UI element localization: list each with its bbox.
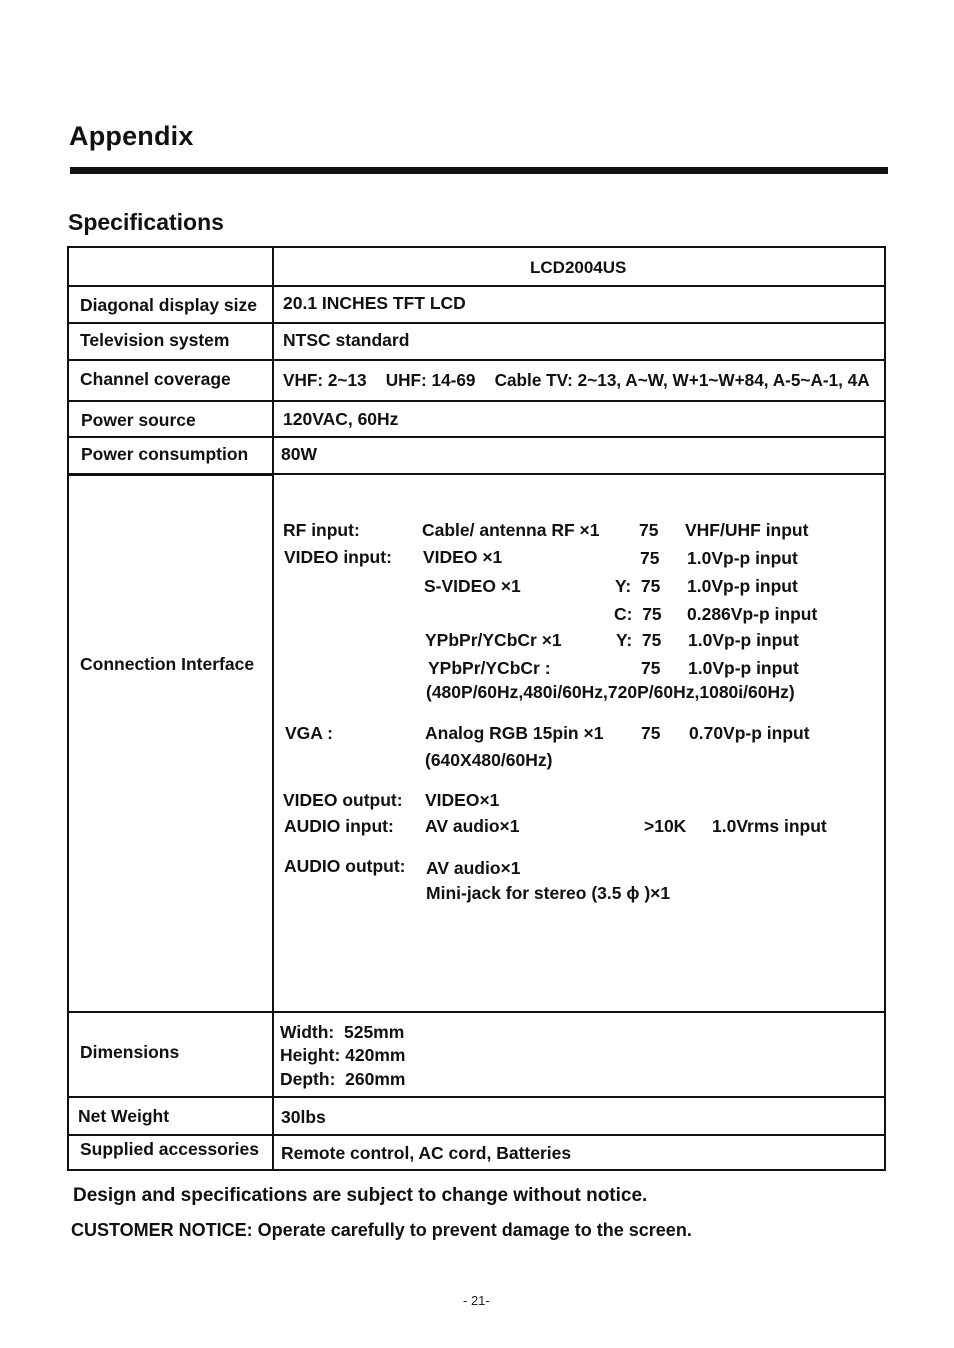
audio-output-label: AUDIO output: — [284, 856, 406, 876]
page-number: - 21- — [463, 1293, 490, 1308]
row-divider — [69, 1011, 884, 1013]
row-label-power-consumption: Power consumption — [81, 444, 249, 464]
row-divider — [69, 436, 884, 438]
video-input-desc: 1.0Vp-p input — [687, 548, 798, 568]
row-label-net-weight: Net Weight — [78, 1106, 170, 1126]
title-divider — [70, 167, 888, 174]
video-input-label: VIDEO input: — [284, 547, 392, 567]
ypbpr-spec-1: YPbPr/YCbCr ×1 — [425, 630, 562, 650]
svideo-c: C: 75 — [614, 604, 662, 624]
row-value-net-weight: 30lbs — [281, 1107, 326, 1127]
row-divider — [69, 285, 884, 287]
specifications-table — [67, 246, 886, 1171]
row-divider — [69, 400, 884, 402]
row-label-diagonal: Diagonal display size — [80, 295, 257, 315]
vga-spec: Analog RGB 15pin ×1 — [425, 723, 604, 743]
audio-input-label: AUDIO input: — [284, 816, 394, 836]
ypbpr-spec-2: YPbPr/YCbCr : — [428, 658, 551, 678]
video-output-spec: VIDEO×1 — [425, 790, 500, 810]
vga-mode: (640X480/60Hz) — [425, 750, 553, 770]
row-value-channel: VHF: 2~13 UHF: 14-69 Cable TV: 2~13, A~W, W+1~W+84, A-5~A-1, 4A — [283, 370, 870, 390]
row-label-channel: Channel coverage — [80, 369, 231, 389]
model-header: LCD2004US — [530, 258, 627, 277]
row-label-dimensions: Dimensions — [80, 1042, 180, 1062]
row-label-connection: Connection Interface — [80, 654, 255, 674]
svideo-y: Y: 75 — [615, 576, 661, 596]
column-divider — [272, 248, 274, 1169]
rf-input-desc: VHF/UHF input — [685, 520, 809, 540]
vga-ohm: 75 — [641, 723, 661, 743]
audio-input-desc: 1.0Vrms input — [712, 816, 827, 836]
page-title: Appendix — [69, 121, 194, 151]
rf-input-spec: Cable/ antenna RF ×1 — [422, 520, 600, 540]
dimension-height: Height: 420mm — [280, 1045, 406, 1065]
audio-input-spec: AV audio×1 — [425, 816, 520, 836]
svideo-c-desc: 0.286Vp-p input — [687, 604, 818, 624]
row-label-power-source: Power source — [81, 410, 196, 430]
row-label-tv-system: Television system — [80, 330, 230, 350]
audio-input-impedance: >10K — [644, 816, 687, 836]
rf-input-ohm: 75 — [639, 520, 659, 540]
row-label-accessories: Supplied accessories — [80, 1139, 259, 1159]
customer-notice: CUSTOMER NOTICE: Operate carefully to prevent damage to the screen. — [71, 1220, 692, 1240]
design-notice: Design and specifications are subject to change without notice. — [73, 1185, 648, 1206]
ypbpr-desc-1: 1.0Vp-p input — [688, 630, 799, 650]
audio-output-spec: AV audio×1 — [426, 858, 521, 878]
row-divider — [69, 1096, 884, 1098]
row-value-diagonal: 20.1 INCHES TFT LCD — [283, 293, 466, 313]
ypbpr-y-1: Y: 75 — [616, 630, 662, 650]
audio-output-jack: Mini-jack for stereo (3.5 ϕ )×1 — [426, 883, 671, 903]
vga-desc: 0.70Vp-p input — [689, 723, 810, 743]
video-input-spec: VIDEO ×1 — [423, 547, 503, 567]
row-value-power-consumption: 80W — [281, 444, 317, 464]
row-value-power-source: 120VAC, 60Hz — [283, 409, 399, 429]
row-divider — [69, 1134, 884, 1136]
row-divider — [69, 322, 884, 324]
svideo-y-desc: 1.0Vp-p input — [687, 576, 798, 596]
video-input-ohm: 75 — [640, 548, 660, 568]
ypbpr-ohm-2: 75 — [641, 658, 661, 678]
row-value-accessories: Remote control, AC cord, Batteries — [281, 1143, 572, 1163]
rf-input-label: RF input: — [283, 520, 360, 540]
ypbpr-modes: (480P/60Hz,480i/60Hz,720P/60Hz,1080i/60Hz) — [426, 682, 795, 702]
video-output-label: VIDEO output: — [283, 790, 403, 810]
row-divider-bold — [69, 473, 274, 476]
dimension-depth: Depth: 260mm — [280, 1069, 406, 1089]
row-divider — [69, 359, 884, 361]
dimension-width: Width: 525mm — [280, 1022, 405, 1042]
ypbpr-desc-2: 1.0Vp-p input — [688, 658, 799, 678]
svideo-spec: S-VIDEO ×1 — [424, 576, 521, 596]
vga-label: VGA : — [285, 723, 333, 743]
row-value-tv-system: NTSC standard — [283, 330, 410, 350]
section-title: Specifications — [68, 209, 224, 235]
